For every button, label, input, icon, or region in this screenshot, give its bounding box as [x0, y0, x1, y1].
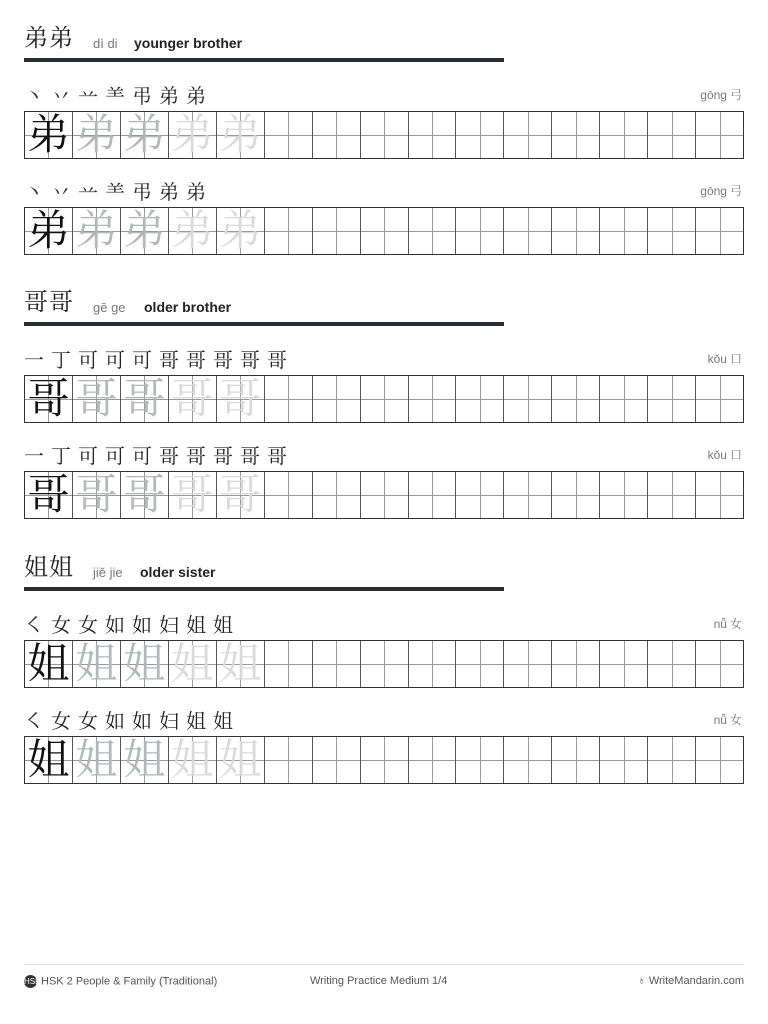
cell-guide-v — [480, 737, 481, 783]
cell-guide-v — [528, 112, 529, 158]
word-pinyin: gē ge — [93, 300, 126, 315]
cell-guide-v — [576, 737, 577, 783]
cell-guide-v — [288, 641, 289, 687]
stroke-step: 可 — [132, 444, 152, 468]
cell-guide-v — [432, 472, 433, 518]
practice-cell[interactable] — [169, 112, 217, 158]
practice-cell[interactable] — [25, 641, 73, 687]
stroke-step: 一 — [24, 444, 44, 468]
practice-grid — [24, 736, 744, 784]
cell-guide-v — [672, 641, 673, 687]
cell-guide-v — [336, 376, 337, 422]
radical-char: 口 — [729, 352, 742, 366]
radical-pinyin: gōng — [700, 184, 727, 198]
practice-cell[interactable] — [409, 472, 457, 518]
practice-cell[interactable] — [600, 112, 648, 158]
practice-cell[interactable] — [265, 376, 313, 422]
practice-cell[interactable] — [217, 641, 265, 687]
radical-label — [708, 350, 742, 367]
practice-cell[interactable] — [409, 208, 457, 254]
practice-cell[interactable] — [169, 376, 217, 422]
practice-grid — [24, 375, 744, 423]
practice-cell[interactable] — [552, 112, 600, 158]
stroke-step: 弟 — [186, 84, 206, 108]
cell-guide-v — [432, 208, 433, 254]
footer-right[interactable] — [638, 975, 744, 987]
word-english: younger brother — [134, 35, 243, 51]
header-underline — [24, 58, 504, 62]
practice-cell[interactable] — [552, 376, 600, 422]
stroke-step: 如 — [132, 613, 152, 637]
word-hanzi: 姐姐 — [24, 553, 74, 581]
cell-guide-v — [528, 208, 529, 254]
radical-label — [708, 446, 742, 463]
cell-guide-v — [528, 641, 529, 687]
practice-cell[interactable] — [313, 641, 361, 687]
model-character: 姐 — [27, 639, 70, 688]
cell-guide-v — [288, 737, 289, 783]
cell-guide-v — [336, 472, 337, 518]
practice-cell[interactable] — [169, 737, 217, 783]
model-character: 姐 — [27, 735, 70, 784]
trace-character: 弟 — [75, 110, 118, 159]
cell-guide-v — [672, 472, 673, 518]
trace-character: 姐 — [75, 735, 118, 784]
cell-guide-v — [624, 641, 625, 687]
stroke-step: 妇 — [159, 613, 179, 637]
stroke-step: 弟 — [159, 180, 179, 204]
trace-character: 弟 — [123, 110, 166, 159]
practice-cell[interactable] — [169, 472, 217, 518]
trace-character: 弟 — [219, 110, 262, 159]
cell-guide-v — [576, 641, 577, 687]
practice-cell[interactable] — [648, 112, 696, 158]
stroke-step: 哥 — [240, 348, 260, 372]
trace-character: 哥 — [75, 374, 118, 423]
practice-cell[interactable] — [73, 112, 121, 158]
cell-guide-v — [480, 208, 481, 254]
cell-guide-v — [576, 376, 577, 422]
practice-cell[interactable] — [361, 472, 409, 518]
practice-cell[interactable] — [25, 737, 73, 783]
radical-char: 弓 — [729, 184, 742, 198]
practice-cell[interactable] — [600, 208, 648, 254]
cell-guide-v — [528, 472, 529, 518]
cell-guide-v — [672, 112, 673, 158]
practice-cell[interactable] — [73, 737, 121, 783]
stroke-order — [24, 440, 294, 466]
trace-character: 姐 — [75, 639, 118, 688]
practice-cell[interactable] — [121, 208, 169, 254]
stroke-step: 弔 — [132, 180, 152, 204]
stroke-step: 姐 — [213, 613, 233, 637]
cell-guide-v — [336, 112, 337, 158]
practice-cell[interactable] — [313, 208, 361, 254]
stroke-step: 哥 — [240, 444, 260, 468]
footer-center: Writing Practice Medium 1/4 — [310, 975, 448, 987]
stroke-step: 姐 — [186, 709, 206, 733]
trace-character: 哥 — [219, 374, 262, 423]
cell-guide-v — [336, 641, 337, 687]
footer-divider — [24, 964, 744, 965]
stroke-step: 哥 — [159, 348, 179, 372]
stroke-step: 哥 — [186, 444, 206, 468]
stroke-step: 女 — [78, 613, 98, 637]
cell-guide-v — [672, 208, 673, 254]
practice-cell[interactable] — [600, 737, 648, 783]
stroke-step: 如 — [105, 613, 125, 637]
practice-cell[interactable] — [121, 641, 169, 687]
cell-guide-v — [384, 737, 385, 783]
practice-cell[interactable] — [504, 208, 552, 254]
trace-character: 弟 — [171, 206, 214, 255]
practice-cell[interactable] — [25, 376, 73, 422]
stroke-step: 姐 — [213, 709, 233, 733]
practice-cell[interactable] — [696, 641, 743, 687]
stroke-step: 丁 — [51, 444, 71, 468]
cell-guide-v — [720, 376, 721, 422]
practice-cell[interactable] — [217, 112, 265, 158]
stroke-step: 可 — [105, 444, 125, 468]
stroke-step: ㇛ — [24, 613, 44, 637]
stroke-step: 一 — [24, 348, 44, 372]
practice-cell[interactable] — [121, 472, 169, 518]
practice-cell[interactable] — [121, 112, 169, 158]
radical-char: 口 — [729, 448, 742, 462]
practice-cell[interactable] — [504, 376, 552, 422]
practice-cell[interactable] — [121, 737, 169, 783]
cell-guide-v — [336, 208, 337, 254]
cell-guide-v — [384, 112, 385, 158]
radical-pinyin: kǒu — [707, 352, 727, 366]
stroke-order — [24, 344, 294, 370]
cell-guide-v — [288, 208, 289, 254]
cell-guide-v — [672, 376, 673, 422]
cell-guide-v — [624, 208, 625, 254]
stroke-step: 哥 — [159, 444, 179, 468]
practice-cell[interactable] — [217, 376, 265, 422]
practice-cell[interactable] — [73, 641, 121, 687]
practice-cell[interactable] — [361, 376, 409, 422]
stroke-step: 丷 — [51, 180, 71, 204]
practice-cell[interactable] — [600, 641, 648, 687]
stroke-step: 弟 — [186, 180, 206, 204]
cell-guide-v — [288, 112, 289, 158]
practice-cell[interactable] — [265, 208, 313, 254]
footer-title: HSK 2 People & Family (Traditional) — [41, 975, 218, 988]
trace-character: 姐 — [123, 735, 166, 784]
practice-grid — [24, 111, 744, 159]
word-header — [24, 290, 504, 326]
radical-pinyin: nǚ — [713, 617, 727, 631]
cell-guide-v — [336, 737, 337, 783]
trace-character: 哥 — [75, 470, 118, 519]
practice-cell[interactable] — [361, 641, 409, 687]
practice-cell[interactable] — [217, 737, 265, 783]
radical-label — [700, 86, 742, 103]
practice-cell[interactable] — [361, 208, 409, 254]
practice-cell[interactable] — [456, 208, 504, 254]
practice-cell[interactable] — [169, 208, 217, 254]
stroke-step: 弟 — [159, 84, 179, 108]
writemandarin-logo-icon: ♁ — [637, 975, 646, 987]
footer-site: WriteMandarin.com — [648, 975, 744, 987]
cell-guide-v — [720, 112, 721, 158]
stroke-step: 䒑 — [78, 84, 98, 108]
stroke-step: 可 — [78, 348, 98, 372]
practice-cell[interactable] — [696, 737, 743, 783]
practice-cell[interactable] — [313, 737, 361, 783]
stroke-step: 哥 — [267, 348, 287, 372]
cell-guide-v — [480, 641, 481, 687]
trace-character: 弟 — [219, 206, 262, 255]
practice-cell[interactable] — [648, 208, 696, 254]
stroke-step: 可 — [78, 444, 98, 468]
cell-guide-v — [624, 472, 625, 518]
practice-cell[interactable] — [456, 472, 504, 518]
trace-character: 哥 — [123, 470, 166, 519]
stroke-step: 如 — [105, 709, 125, 733]
stroke-step: ⺷ — [105, 180, 125, 204]
stroke-order — [24, 609, 240, 635]
cell-guide-v — [720, 472, 721, 518]
trace-character: 姐 — [219, 639, 262, 688]
stroke-order — [24, 705, 240, 731]
model-character: 弟 — [27, 110, 70, 159]
trace-character: 哥 — [123, 374, 166, 423]
practice-cell[interactable] — [313, 376, 361, 422]
stroke-step: ㇛ — [24, 709, 44, 733]
stroke-step: 哥 — [213, 444, 233, 468]
radical-label — [700, 182, 742, 199]
trace-character: 哥 — [171, 374, 214, 423]
radical-pinyin: gōng — [700, 88, 727, 102]
model-character: 哥 — [27, 374, 70, 423]
model-character: 哥 — [27, 470, 70, 519]
practice-cell[interactable] — [409, 376, 457, 422]
cell-guide-v — [576, 208, 577, 254]
practice-cell[interactable] — [648, 376, 696, 422]
cell-guide-v — [480, 112, 481, 158]
stroke-order — [24, 176, 213, 202]
practice-cell[interactable] — [648, 641, 696, 687]
trace-character: 姐 — [171, 735, 214, 784]
radical-char: 女 — [729, 617, 742, 631]
word-pinyin: jiě jie — [93, 565, 123, 580]
practice-cell[interactable] — [648, 472, 696, 518]
radical-label — [714, 711, 742, 728]
practice-cell[interactable] — [25, 472, 73, 518]
cell-guide-v — [288, 472, 289, 518]
practice-grid — [24, 471, 744, 519]
practice-cell[interactable] — [265, 112, 313, 158]
cell-guide-v — [576, 472, 577, 518]
word-hanzi: 弟弟 — [24, 24, 74, 52]
stroke-step: 妇 — [159, 709, 179, 733]
practice-cell[interactable] — [696, 472, 743, 518]
cell-guide-v — [528, 737, 529, 783]
trace-character: 姐 — [171, 639, 214, 688]
stroke-step: 哥 — [186, 348, 206, 372]
stroke-step: 如 — [132, 709, 152, 733]
word-header — [24, 555, 504, 591]
cell-guide-v — [288, 376, 289, 422]
radical-pinyin: kǒu — [707, 448, 727, 462]
word-pinyin: dì di — [93, 36, 118, 51]
word-english: older sister — [140, 564, 216, 580]
cell-guide-v — [432, 112, 433, 158]
cell-guide-v — [720, 737, 721, 783]
practice-cell[interactable] — [265, 641, 313, 687]
stroke-step: 丶 — [24, 84, 44, 108]
trace-character: 姐 — [123, 639, 166, 688]
practice-cell[interactable] — [265, 737, 313, 783]
stroke-step: 丁 — [51, 348, 71, 372]
model-character: 弟 — [27, 206, 70, 255]
trace-character: 哥 — [219, 470, 262, 519]
stroke-step: 哥 — [213, 348, 233, 372]
practice-cell[interactable] — [552, 641, 600, 687]
cell-guide-v — [528, 376, 529, 422]
cell-guide-v — [384, 641, 385, 687]
cell-guide-v — [480, 376, 481, 422]
cell-guide-v — [432, 376, 433, 422]
cell-guide-v — [384, 472, 385, 518]
practice-cell[interactable] — [73, 376, 121, 422]
cell-guide-v — [672, 737, 673, 783]
cell-guide-v — [432, 641, 433, 687]
practice-cell[interactable] — [265, 472, 313, 518]
hsk-logo-icon: HSK — [24, 977, 41, 986]
practice-cell[interactable] — [456, 641, 504, 687]
practice-cell[interactable] — [217, 472, 265, 518]
radical-label — [714, 615, 742, 632]
practice-cell[interactable] — [313, 472, 361, 518]
cell-guide-v — [384, 376, 385, 422]
cell-guide-v — [624, 112, 625, 158]
cell-guide-v — [624, 737, 625, 783]
practice-cell[interactable] — [361, 112, 409, 158]
stroke-step: 哥 — [267, 444, 287, 468]
practice-cell[interactable] — [552, 737, 600, 783]
practice-cell[interactable] — [25, 208, 73, 254]
practice-cell[interactable] — [121, 376, 169, 422]
practice-cell[interactable] — [504, 641, 552, 687]
stroke-step: 可 — [132, 348, 152, 372]
practice-cell[interactable] — [600, 376, 648, 422]
practice-cell[interactable] — [456, 112, 504, 158]
practice-cell[interactable] — [169, 641, 217, 687]
practice-grid — [24, 207, 744, 255]
practice-cell[interactable] — [456, 376, 504, 422]
radical-char: 女 — [729, 713, 742, 727]
practice-cell[interactable] — [409, 641, 457, 687]
stroke-step: 䒑 — [78, 180, 98, 204]
practice-cell[interactable] — [313, 112, 361, 158]
stroke-step: 弔 — [132, 84, 152, 108]
word-hanzi: 哥哥 — [24, 288, 74, 316]
stroke-step: 可 — [105, 348, 125, 372]
practice-cell[interactable] — [504, 737, 552, 783]
stroke-step: 女 — [51, 709, 71, 733]
word-english: older brother — [144, 299, 232, 315]
cell-guide-v — [720, 641, 721, 687]
trace-character: 姐 — [219, 735, 262, 784]
practice-cell[interactable] — [552, 472, 600, 518]
practice-cell[interactable] — [409, 112, 457, 158]
cell-guide-v — [624, 376, 625, 422]
stroke-step: 女 — [51, 613, 71, 637]
practice-cell[interactable] — [648, 737, 696, 783]
practice-cell[interactable] — [456, 737, 504, 783]
word-header — [24, 26, 504, 62]
practice-cell[interactable] — [73, 208, 121, 254]
stroke-step: 女 — [78, 709, 98, 733]
practice-cell[interactable] — [696, 112, 743, 158]
stroke-order — [24, 80, 213, 106]
practice-cell[interactable] — [217, 208, 265, 254]
practice-cell[interactable] — [696, 376, 743, 422]
cell-guide-v — [432, 737, 433, 783]
practice-cell[interactable] — [600, 472, 648, 518]
practice-grid — [24, 640, 744, 688]
trace-character: 哥 — [171, 470, 214, 519]
header-underline — [24, 322, 504, 326]
practice-cell[interactable] — [73, 472, 121, 518]
practice-cell[interactable] — [409, 737, 457, 783]
practice-cell[interactable] — [25, 112, 73, 158]
trace-character: 弟 — [75, 206, 118, 255]
practice-cell[interactable] — [504, 472, 552, 518]
practice-cell[interactable] — [696, 208, 743, 254]
trace-character: 弟 — [123, 206, 166, 255]
footer-left — [24, 975, 217, 988]
stroke-step: 丷 — [51, 84, 71, 108]
trace-character: 弟 — [171, 110, 214, 159]
cell-guide-v — [720, 208, 721, 254]
practice-cell[interactable] — [361, 737, 409, 783]
stroke-step: 丶 — [24, 180, 44, 204]
header-underline — [24, 587, 504, 591]
radical-char: 弓 — [729, 88, 742, 102]
radical-pinyin: nǚ — [713, 713, 727, 727]
cell-guide-v — [480, 472, 481, 518]
practice-cell[interactable] — [552, 208, 600, 254]
cell-guide-v — [576, 112, 577, 158]
practice-cell[interactable] — [504, 112, 552, 158]
cell-guide-v — [384, 208, 385, 254]
stroke-step: 姐 — [186, 613, 206, 637]
stroke-step: ⺷ — [105, 84, 125, 108]
